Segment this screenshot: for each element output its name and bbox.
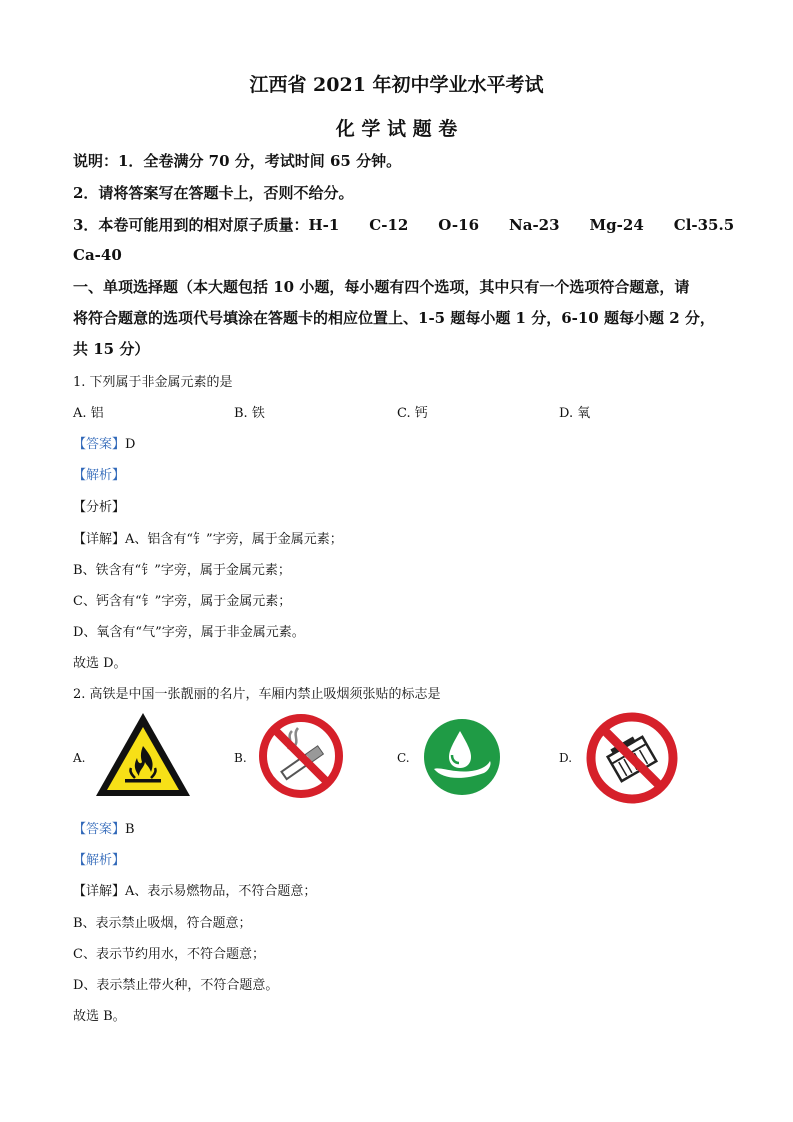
flammable-warning-icon xyxy=(93,710,193,800)
detail-text: C、钙含有“钅”字旁，属于金属元素； xyxy=(73,594,292,609)
answer-row xyxy=(73,818,135,837)
option-d-label: D. xyxy=(559,751,573,765)
detail-text: D、表示禁止带火种，不符合题意。 xyxy=(73,978,279,993)
note-line: 说明：1．全卷满分 70 分，考试时间 65 分钟。 xyxy=(73,152,402,170)
section-heading: 一、单项选择题（本大题包括 10 小题，每小题有四个选项，其中只有一个选项符合题意，请 xyxy=(73,278,690,296)
note-line: 3．本卷可能用到的相对原子质量：H-1 C-12 O-16 Na-23 Mg-24 Cl-35.5 xyxy=(73,216,735,234)
option-b: B. 铁 xyxy=(234,406,265,421)
section-heading: 将符合题意的选项代号填涂在答题卡的相应位置上、1-5 题每小题 1 分，6-10 题每小题 2 分， xyxy=(73,309,715,327)
water-saving-icon xyxy=(422,717,502,797)
answer-tag: 【答案】 xyxy=(73,437,126,452)
section-heading: 共 15 分） xyxy=(73,340,150,358)
no-smoking-icon xyxy=(258,713,344,799)
option-a: A. 铝 xyxy=(73,406,104,421)
question-stem: 1. 下列属于非金属元素的是 xyxy=(73,375,233,390)
detail-text: D、氧含有“气”字旁，属于非金属元素。 xyxy=(73,625,305,640)
conclusion: 故选 B。 xyxy=(73,1009,126,1024)
detail-row xyxy=(73,528,343,547)
page-title: 江西省 2021 年初中学业水平考试 xyxy=(249,74,544,96)
answer-row xyxy=(73,433,135,452)
page-subtitle: 化 学 试 题 卷 xyxy=(335,118,458,140)
question-stem: 2. 高铁是中国一张靓丽的名片，车厢内禁止吸烟须张贴的标志是 xyxy=(73,687,441,702)
option-c-label: C. xyxy=(397,751,410,765)
detail-tag: 【详解】 xyxy=(73,532,126,547)
detail-text: A、铝含有“钅”字旁，属于金属元素； xyxy=(125,532,343,547)
detail-text: B、表示禁止吸烟，符合题意； xyxy=(73,916,252,931)
conclusion: 故选 D。 xyxy=(73,656,127,671)
detail-text: A、表示易燃物品，不符合题意； xyxy=(125,884,317,899)
analysis-tag: 【解析】 xyxy=(73,468,126,483)
answer-tag: 【答案】 xyxy=(73,822,126,837)
note-line: Ca-40 xyxy=(73,246,122,264)
detail-text: C、表示节约用水，不符合题意； xyxy=(73,947,265,962)
answer-value: D xyxy=(125,437,136,452)
fenxi-tag: 【分析】 xyxy=(73,500,126,515)
analysis-tag: 【解析】 xyxy=(73,853,126,868)
note-line: 2．请将答案写在答题卡上，否则不给分。 xyxy=(73,184,354,202)
answer-value: B xyxy=(125,822,135,837)
option-b-label: B. xyxy=(234,751,247,765)
detail-row xyxy=(73,880,316,899)
option-c: C. 钙 xyxy=(397,406,428,421)
detail-text: B、铁含有“钅”字旁，属于金属元素； xyxy=(73,563,291,578)
option-d: D. 氧 xyxy=(559,406,591,421)
option-a-label: A. xyxy=(73,751,86,765)
detail-tag: 【详解】 xyxy=(73,884,126,899)
no-fire-icon xyxy=(585,711,679,805)
